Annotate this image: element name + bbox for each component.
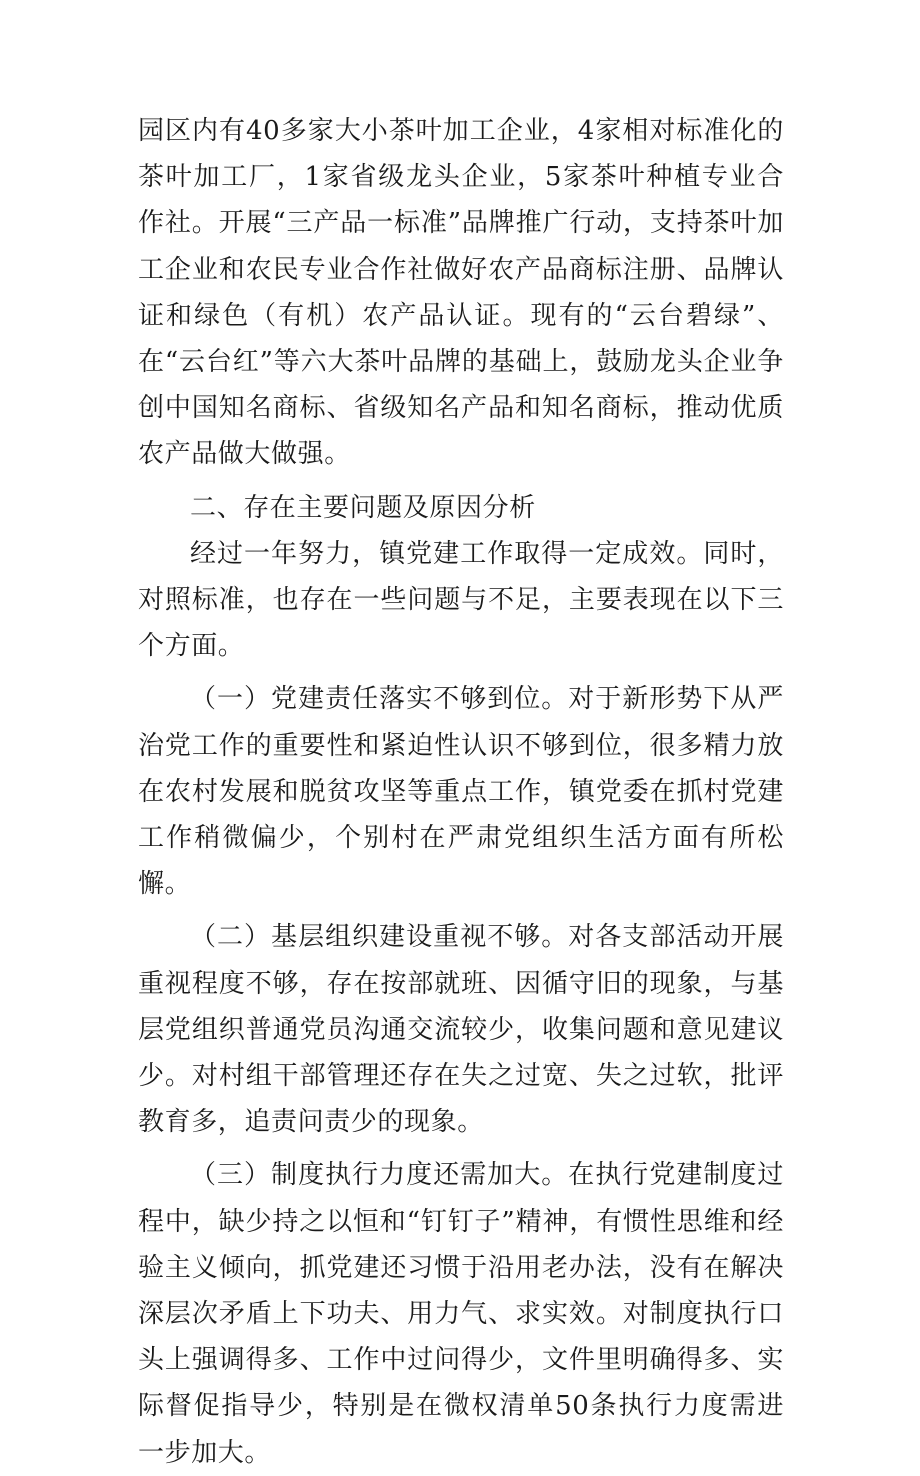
paragraph-problem-3: （三）制度执行力度还需加大。在执行党建制度过程中，缺少持之以恒和“钉钉子”精神，有惯性思维和经验主义倾向，抓党建还习惯于沿用老办法，没有在解决深层次矛盾上下功夫、用力气、求实效。对制度执行口头上强调得多、工作中过问得少，文件里明确得多、实际督促指导少，特别是在微权清单50条执行力度需进一步加大。: [138, 1160, 784, 1468]
paragraph-tea-industry: 园区内有40多家大小茶叶加工企业，4家相对标准化的茶叶加工厂，1家省级龙头企业，5家茶叶种植专业合作社。开展“三产品一标准”品牌推广行动，支持茶叶加工企业和农民专业合作社做好农产品商标注册、品牌认证和绿色（有机）农产品认证。现有的“云台碧绿”、在“云台红”等六大茶叶品牌的基础上，鼓励龙头企业争创中国知名商标、省级知名产品和知名商标，推动优质农产品做大做强。: [138, 116, 784, 470]
paragraph-problem-1: （一）党建责任落实不够到位。对于新形势下从严治党工作的重要性和紧迫性认识不够到位，很多精力放在农村发展和脱贫攻坚等重点工作，镇党委在抓村党建工作稍微偏少，个别村在严肃党组织生活方面有所松懈。: [138, 684, 784, 900]
paragraph-problem-2: （二）基层组织建设重视不够。对各支部活动开展重视程度不够，存在按部就班、因循守旧的现象，与基层党组织普通党员沟通交流较少，收集问题和意见建议少。对村组干部管理还存在失之过宽、失之过软，批评教育多，追责问责少的现象。: [138, 922, 784, 1138]
document-body: [138, 108, 784, 1476]
section-heading-problems: 二、存在主要问题及原因分析: [190, 492, 536, 523]
paragraph-intro-problems: 经过一年努力，镇党建工作取得一定成效。同时，对照标准，也存在一些问题与不足，主要表现在以下三个方面。: [138, 538, 784, 662]
